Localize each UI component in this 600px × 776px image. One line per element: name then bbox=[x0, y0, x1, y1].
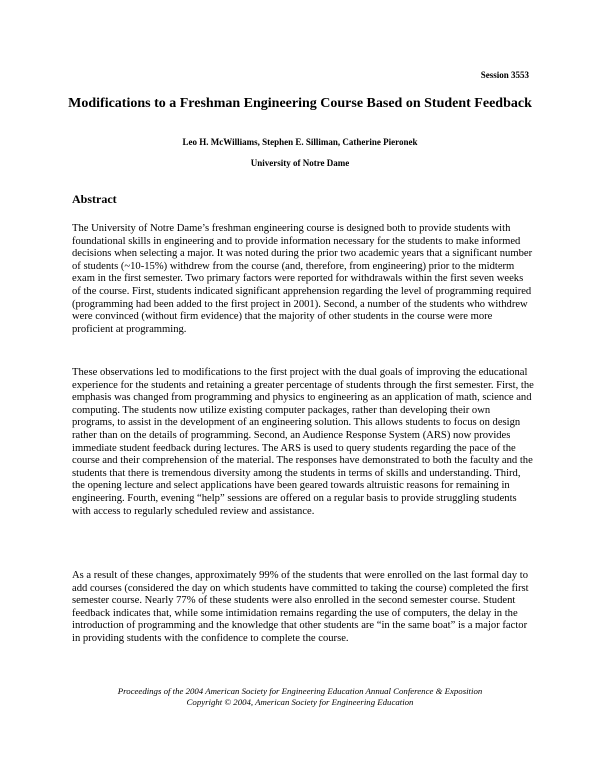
footer-proceedings: Proceedings of the 2004 American Society for Engineering Education Annual Conference & Exposition bbox=[117, 686, 483, 696]
abstract-heading: Abstract bbox=[72, 192, 117, 206]
abstract-paragraph-2: These observations led to modifications to the first project with the dual goals of improving the educational experience for the students and retaining a greater percentage of students through the first semester. First, the emphasis was changed from programming and physics to engineering as an application of math, science and computing. The students now utilize existing computer packages, rather than developing their own programs, to assist in the development of an engineering solution. This allows students to focus on design rather than on the details of programming. Second, an Audience Response System (ARS) now provides immediate student feedback during lectures. The ARS is used to query students regarding the pace of the course and their comprehension of the material. The responses have demonstrated to both the faculty and the students that there is tremendous diversity among the students in terms of skills and understanding. Third, the opening lecture and select applications have been geared towards altruistic reasons for remaining in engineering. Fourth, evening “help” sessions are offered on a regular basis to provide struggling students with access to regularly scheduled review and assistance. bbox=[72, 367, 534, 517]
abstract-paragraph-3: As a result of these changes, approximately 99% of the students that were enrolled on the last formal day to add courses (considered the day on which students have committed to taking the course) completed the first semester course. Nearly 77% of these students were also enrolled in the second semester course. Student feedback indicates that, while some intimidation remains regarding the use of computers, the delay in the introduction of programming and the knowledge that other students are “in the same boat” is a major factor in providing students with the confidence to complete the course. bbox=[72, 570, 529, 644]
footer-copyright: Copyright © 2004, American Society for Engineering Education bbox=[186, 697, 414, 707]
session-number: Session 3553 bbox=[480, 70, 529, 80]
paper-title: Modifications to a Freshman Engineering Course Based on Student Feedback bbox=[68, 96, 532, 111]
abstract-paragraph-1: The University of Notre Dame’s freshman engineering course is designed both to provide students with foundational skills in engineering and to provide information necessary for the students to make informed decisions when selecting a major. It was noted during the prior two academic years that a significant number of students (~10-15%) withdrew from the course (and, therefore, from engineering) prior to the midterm exam in the first semester. Two primary factors were reported for withdrawals within the first seven weeks of the course. First, students indicated significant apprehension regarding the level of programming required (programming had been added to the first project in 2001). Second, a number of the students who withdrew were convinced (without firm evidence) that the majority of other students in the course were more proficient at programming. bbox=[72, 223, 533, 335]
author-list: Leo H. McWilliams, Stephen E. Silliman, Catherine Pieronek bbox=[182, 137, 418, 147]
page-footer bbox=[0, 686, 600, 708]
affiliation: University of Notre Dame bbox=[250, 158, 350, 168]
